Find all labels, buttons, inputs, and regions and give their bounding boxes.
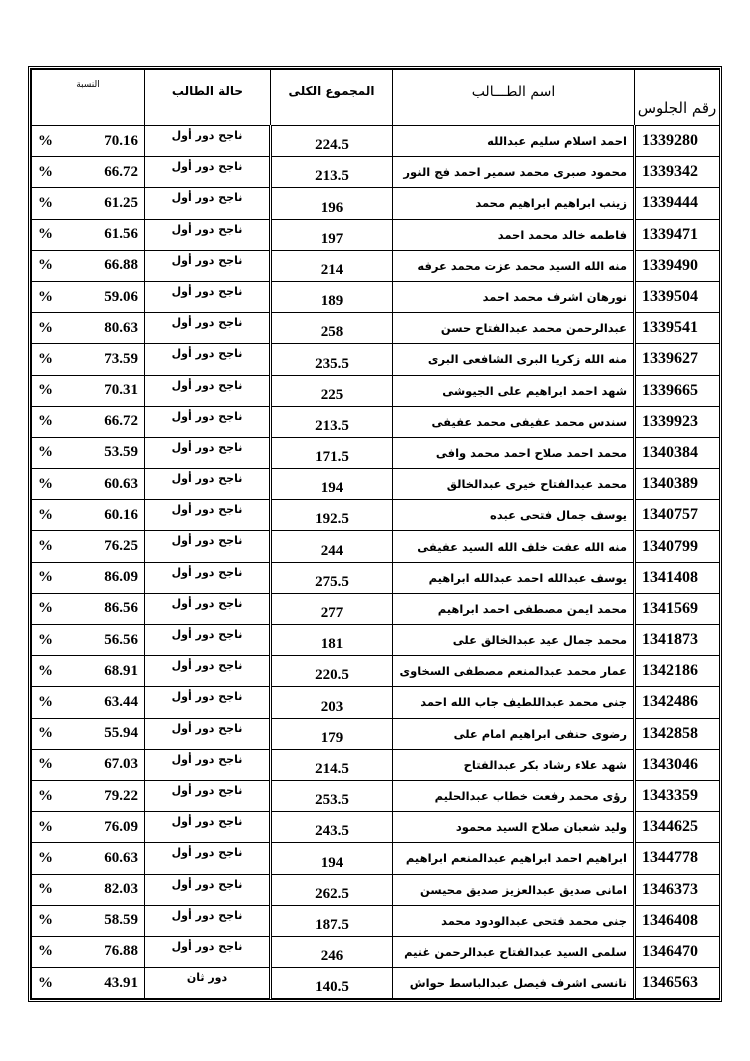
table-row bbox=[32, 157, 720, 188]
seat-number-cell: 1341873 bbox=[635, 625, 720, 656]
student-name-cell: جنى محمد عبداللطيف جاب الله احمد bbox=[393, 687, 635, 718]
percentage-value: 55.94 bbox=[104, 725, 138, 742]
total-cell: 246 bbox=[271, 936, 393, 967]
percentage-cell bbox=[32, 188, 145, 219]
total-cell: 171.5 bbox=[271, 437, 393, 468]
status-cell: ناجح دور أول bbox=[145, 843, 271, 874]
student-name-cell: سندس محمد عفيفى محمد عفيفى bbox=[393, 406, 635, 437]
percentage-value: 68.91 bbox=[104, 662, 138, 679]
percentage-value: 59.06 bbox=[104, 288, 138, 305]
percentage-cell bbox=[32, 344, 145, 375]
table-row bbox=[32, 718, 720, 749]
seat-number-cell: 1344625 bbox=[635, 812, 720, 843]
total-cell: 213.5 bbox=[271, 406, 393, 437]
student-name-cell: يوسف عبدالله احمد عبدالله ابراهيم bbox=[393, 562, 635, 593]
seat-number-cell: 1339923 bbox=[635, 406, 720, 437]
student-name-cell: وليد شعبان صلاح السيد محمود bbox=[393, 812, 635, 843]
percentage-value: 82.03 bbox=[104, 881, 138, 898]
percentage-cell bbox=[32, 281, 145, 312]
percent-sign: % bbox=[38, 787, 53, 804]
percentage-value: 56.56 bbox=[104, 631, 138, 648]
seat-number-cell: 1340757 bbox=[635, 500, 720, 531]
seat-number-cell: 1346373 bbox=[635, 874, 720, 905]
status-cell: ناجح دور أول bbox=[145, 469, 271, 500]
seat-number-cell: 1339471 bbox=[635, 219, 720, 250]
student-name-cell: منه الله عفت خلف الله السيد عفيفى bbox=[393, 531, 635, 562]
status-cell: ناجح دور أول bbox=[145, 531, 271, 562]
status-cell: ناجح دور أول bbox=[145, 812, 271, 843]
percent-sign: % bbox=[38, 257, 53, 274]
seat-number-cell: 1339490 bbox=[635, 250, 720, 281]
percent-sign: % bbox=[38, 226, 53, 243]
total-cell: 140.5 bbox=[271, 968, 393, 999]
results-table-body bbox=[32, 126, 720, 999]
seat-number-cell: 1339280 bbox=[635, 126, 720, 157]
total-cell: 224.5 bbox=[271, 126, 393, 157]
percent-sign: % bbox=[38, 974, 53, 991]
table-row bbox=[32, 281, 720, 312]
seat-number-cell: 1341569 bbox=[635, 593, 720, 624]
total-cell: 194 bbox=[271, 843, 393, 874]
seat-number-cell: 1339342 bbox=[635, 157, 720, 188]
percentage-value: 73.59 bbox=[104, 350, 138, 367]
table-row bbox=[32, 531, 720, 562]
student-name-cell: رؤى محمد رفعت خطاب عبدالحليم bbox=[393, 780, 635, 811]
table-row bbox=[32, 905, 720, 936]
seat-number-cell: 1341408 bbox=[635, 562, 720, 593]
percent-sign: % bbox=[38, 319, 53, 336]
seat-number-cell: 1346563 bbox=[635, 968, 720, 999]
percentage-value: 70.16 bbox=[104, 132, 138, 149]
student-name-cell: فاطمه خالد محمد احمد bbox=[393, 219, 635, 250]
header-total: المجموع الكلى bbox=[271, 70, 393, 126]
percentage-value: 76.09 bbox=[104, 818, 138, 835]
total-cell: 253.5 bbox=[271, 780, 393, 811]
status-cell: ناجح دور أول bbox=[145, 313, 271, 344]
total-cell: 197 bbox=[271, 219, 393, 250]
status-cell: ناجح دور أول bbox=[145, 905, 271, 936]
student-name-cell: منه الله زكريا البرى الشافعى البرى bbox=[393, 344, 635, 375]
percentage-cell bbox=[32, 313, 145, 344]
status-cell: ناجح دور أول bbox=[145, 250, 271, 281]
header-seat-number: رقم الجلوس bbox=[635, 70, 720, 126]
seat-number-cell: 1339444 bbox=[635, 188, 720, 219]
percentage-value: 80.63 bbox=[104, 319, 138, 336]
student-name-cell: محمد عبدالفتاح خيرى عبدالخالق bbox=[393, 469, 635, 500]
percentage-cell bbox=[32, 500, 145, 531]
percent-sign: % bbox=[38, 288, 53, 305]
percentage-value: 67.03 bbox=[104, 756, 138, 773]
table-row bbox=[32, 219, 720, 250]
table-row bbox=[32, 469, 720, 500]
percentage-value: 60.63 bbox=[104, 475, 138, 492]
student-name-cell: محمد احمد صلاح احمد محمد وافى bbox=[393, 437, 635, 468]
total-cell: 275.5 bbox=[271, 562, 393, 593]
table-row bbox=[32, 406, 720, 437]
percent-sign: % bbox=[38, 350, 53, 367]
percentage-cell bbox=[32, 531, 145, 562]
percentage-cell bbox=[32, 250, 145, 281]
total-cell: 214 bbox=[271, 250, 393, 281]
status-cell: ناجح دور أول bbox=[145, 437, 271, 468]
percent-sign: % bbox=[38, 132, 53, 149]
table-row bbox=[32, 625, 720, 656]
total-cell: 214.5 bbox=[271, 749, 393, 780]
percent-sign: % bbox=[38, 756, 53, 773]
status-cell: ناجح دور أول bbox=[145, 406, 271, 437]
seat-number-cell: 1346408 bbox=[635, 905, 720, 936]
header-student-name: اسم الطـــالب bbox=[393, 70, 635, 126]
percentage-value: 66.72 bbox=[104, 413, 138, 430]
table-row bbox=[32, 874, 720, 905]
student-name-cell: امانى صديق عبدالعزيز صديق محيسن bbox=[393, 874, 635, 905]
status-cell: ناجح دور أول bbox=[145, 936, 271, 967]
percent-sign: % bbox=[38, 725, 53, 742]
table-row bbox=[32, 968, 720, 999]
percentage-cell bbox=[32, 656, 145, 687]
status-cell: ناجح دور أول bbox=[145, 749, 271, 780]
seat-number-cell: 1339665 bbox=[635, 375, 720, 406]
percentage-value: 61.56 bbox=[104, 226, 138, 243]
percent-sign: % bbox=[38, 506, 53, 523]
percent-sign: % bbox=[38, 538, 53, 555]
percent-sign: % bbox=[38, 881, 53, 898]
percentage-value: 79.22 bbox=[104, 787, 138, 804]
seat-number-cell: 1340384 bbox=[635, 437, 720, 468]
seat-number-cell: 1339627 bbox=[635, 344, 720, 375]
table-row bbox=[32, 687, 720, 718]
student-name-cell: محمد جمال عيد عبدالخالق على bbox=[393, 625, 635, 656]
percent-sign: % bbox=[38, 444, 53, 461]
percentage-cell bbox=[32, 936, 145, 967]
seat-number-cell: 1342486 bbox=[635, 687, 720, 718]
status-cell: ناجح دور أول bbox=[145, 874, 271, 905]
status-cell: ناجح دور أول bbox=[145, 625, 271, 656]
total-cell: 192.5 bbox=[271, 500, 393, 531]
total-cell: 220.5 bbox=[271, 656, 393, 687]
percentage-cell bbox=[32, 625, 145, 656]
table-row bbox=[32, 375, 720, 406]
student-name-cell: نورهان اشرف محمد احمد bbox=[393, 281, 635, 312]
percent-sign: % bbox=[38, 382, 53, 399]
total-cell: 187.5 bbox=[271, 905, 393, 936]
status-cell: ناجح دور أول bbox=[145, 593, 271, 624]
percent-sign: % bbox=[38, 912, 53, 929]
seat-number-cell: 1346470 bbox=[635, 936, 720, 967]
seat-number-cell: 1344778 bbox=[635, 843, 720, 874]
percent-sign: % bbox=[38, 600, 53, 617]
status-cell: ناجح دور أول bbox=[145, 780, 271, 811]
percentage-cell bbox=[32, 968, 145, 999]
table-row bbox=[32, 313, 720, 344]
total-cell: 194 bbox=[271, 469, 393, 500]
table-row bbox=[32, 250, 720, 281]
header-percentage: النسبة bbox=[32, 70, 145, 126]
total-cell: 277 bbox=[271, 593, 393, 624]
percentage-cell bbox=[32, 437, 145, 468]
total-cell: 179 bbox=[271, 718, 393, 749]
status-cell: ناجح دور أول bbox=[145, 219, 271, 250]
results-table bbox=[31, 69, 720, 999]
percentage-cell bbox=[32, 843, 145, 874]
percentage-cell bbox=[32, 749, 145, 780]
percent-sign: % bbox=[38, 943, 53, 960]
total-cell: 258 bbox=[271, 313, 393, 344]
percent-sign: % bbox=[38, 194, 53, 211]
total-cell: 243.5 bbox=[271, 812, 393, 843]
seat-number-cell: 1342858 bbox=[635, 718, 720, 749]
student-name-cell: يوسف جمال فتحى عبده bbox=[393, 500, 635, 531]
status-cell: ناجح دور أول bbox=[145, 375, 271, 406]
student-name-cell: نانسى اشرف فيصل عبدالباسط حواش bbox=[393, 968, 635, 999]
percentage-cell bbox=[32, 874, 145, 905]
student-name-cell: ابراهيم احمد ابراهيم عبدالمنعم ابراهيم bbox=[393, 843, 635, 874]
seat-number-cell: 1342186 bbox=[635, 656, 720, 687]
student-name-cell: شهد علاء رشاد بكر عبدالفتاح bbox=[393, 749, 635, 780]
percentage-value: 60.16 bbox=[104, 506, 138, 523]
percentage-value: 63.44 bbox=[104, 693, 138, 710]
student-name-cell: عبدالرحمن محمد عبدالفتاح حسن bbox=[393, 313, 635, 344]
percent-sign: % bbox=[38, 475, 53, 492]
percentage-cell bbox=[32, 406, 145, 437]
percent-sign: % bbox=[38, 569, 53, 586]
table-row bbox=[32, 936, 720, 967]
student-name-cell: شهد احمد ابراهيم على الجيوشى bbox=[393, 375, 635, 406]
percentage-cell bbox=[32, 593, 145, 624]
student-name-cell: منه الله السيد محمد عزت محمد عرفه bbox=[393, 250, 635, 281]
table-row bbox=[32, 188, 720, 219]
student-name-cell: محمود صبرى محمد سمير احمد فج النور bbox=[393, 157, 635, 188]
status-cell: ناجح دور أول bbox=[145, 687, 271, 718]
percent-sign: % bbox=[38, 849, 53, 866]
status-cell: ناجح دور أول bbox=[145, 500, 271, 531]
seat-number-cell: 1339504 bbox=[635, 281, 720, 312]
seat-number-cell: 1340799 bbox=[635, 531, 720, 562]
seat-number-cell: 1343046 bbox=[635, 749, 720, 780]
percentage-value: 86.09 bbox=[104, 569, 138, 586]
percentage-cell bbox=[32, 219, 145, 250]
seat-number-cell: 1339541 bbox=[635, 313, 720, 344]
total-cell: 181 bbox=[271, 625, 393, 656]
total-cell: 225 bbox=[271, 375, 393, 406]
percentage-value: 86.56 bbox=[104, 600, 138, 617]
percentage-cell bbox=[32, 126, 145, 157]
percent-sign: % bbox=[38, 818, 53, 835]
status-cell: ناجح دور أول bbox=[145, 656, 271, 687]
student-name-cell: احمد اسلام سليم عبدالله bbox=[393, 126, 635, 157]
table-row bbox=[32, 749, 720, 780]
status-cell: ناجح دور أول bbox=[145, 562, 271, 593]
student-name-cell: جنى محمد فتحى عبدالودود محمد bbox=[393, 905, 635, 936]
percentage-cell bbox=[32, 375, 145, 406]
status-cell: ناجح دور أول bbox=[145, 281, 271, 312]
percent-sign: % bbox=[38, 693, 53, 710]
percentage-value: 66.72 bbox=[104, 163, 138, 180]
student-name-cell: زينب ابراهيم ابراهيم محمد bbox=[393, 188, 635, 219]
table-row bbox=[32, 593, 720, 624]
total-cell: 203 bbox=[271, 687, 393, 718]
total-cell: 196 bbox=[271, 188, 393, 219]
header-row bbox=[32, 70, 720, 126]
percent-sign: % bbox=[38, 413, 53, 430]
percentage-value: 76.25 bbox=[104, 538, 138, 555]
status-cell: ناجح دور أول bbox=[145, 157, 271, 188]
percentage-cell bbox=[32, 562, 145, 593]
student-name-cell: عمار محمد عبدالمنعم مصطفى السخاوى bbox=[393, 656, 635, 687]
percentage-cell bbox=[32, 469, 145, 500]
student-name-cell: محمد ايمن مصطفى احمد ابراهيم bbox=[393, 593, 635, 624]
percentage-cell bbox=[32, 687, 145, 718]
table-row bbox=[32, 562, 720, 593]
seat-number-cell: 1343359 bbox=[635, 780, 720, 811]
table-row bbox=[32, 126, 720, 157]
percentage-value: 66.88 bbox=[104, 257, 138, 274]
percentage-value: 43.91 bbox=[104, 974, 138, 991]
total-cell: 244 bbox=[271, 531, 393, 562]
table-row bbox=[32, 843, 720, 874]
percentage-value: 70.31 bbox=[104, 382, 138, 399]
percentage-value: 76.88 bbox=[104, 943, 138, 960]
table-row bbox=[32, 500, 720, 531]
table-row bbox=[32, 656, 720, 687]
table-row bbox=[32, 812, 720, 843]
percentage-cell bbox=[32, 718, 145, 749]
percentage-value: 61.25 bbox=[104, 194, 138, 211]
results-table-frame bbox=[28, 66, 722, 1002]
percentage-cell bbox=[32, 157, 145, 188]
percentage-value: 60.63 bbox=[104, 849, 138, 866]
total-cell: 213.5 bbox=[271, 157, 393, 188]
status-cell: دور ثان bbox=[145, 968, 271, 999]
status-cell: ناجح دور أول bbox=[145, 344, 271, 375]
student-name-cell: رضوى حنفى ابراهيم امام على bbox=[393, 718, 635, 749]
percentage-cell bbox=[32, 780, 145, 811]
header-status: حالة الطالب bbox=[145, 70, 271, 126]
status-cell: ناجح دور أول bbox=[145, 718, 271, 749]
table-row bbox=[32, 437, 720, 468]
percent-sign: % bbox=[38, 631, 53, 648]
table-row bbox=[32, 780, 720, 811]
percentage-cell bbox=[32, 812, 145, 843]
percentage-cell bbox=[32, 905, 145, 936]
total-cell: 262.5 bbox=[271, 874, 393, 905]
percentage-value: 58.59 bbox=[104, 912, 138, 929]
status-cell: ناجح دور أول bbox=[145, 188, 271, 219]
total-cell: 235.5 bbox=[271, 344, 393, 375]
table-row bbox=[32, 344, 720, 375]
total-cell: 189 bbox=[271, 281, 393, 312]
percentage-value: 53.59 bbox=[104, 444, 138, 461]
percent-sign: % bbox=[38, 163, 53, 180]
student-name-cell: سلمى السيد عبدالفتاح عبدالرحمن غنيم bbox=[393, 936, 635, 967]
status-cell: ناجح دور أول bbox=[145, 126, 271, 157]
seat-number-cell: 1340389 bbox=[635, 469, 720, 500]
percent-sign: % bbox=[38, 662, 53, 679]
